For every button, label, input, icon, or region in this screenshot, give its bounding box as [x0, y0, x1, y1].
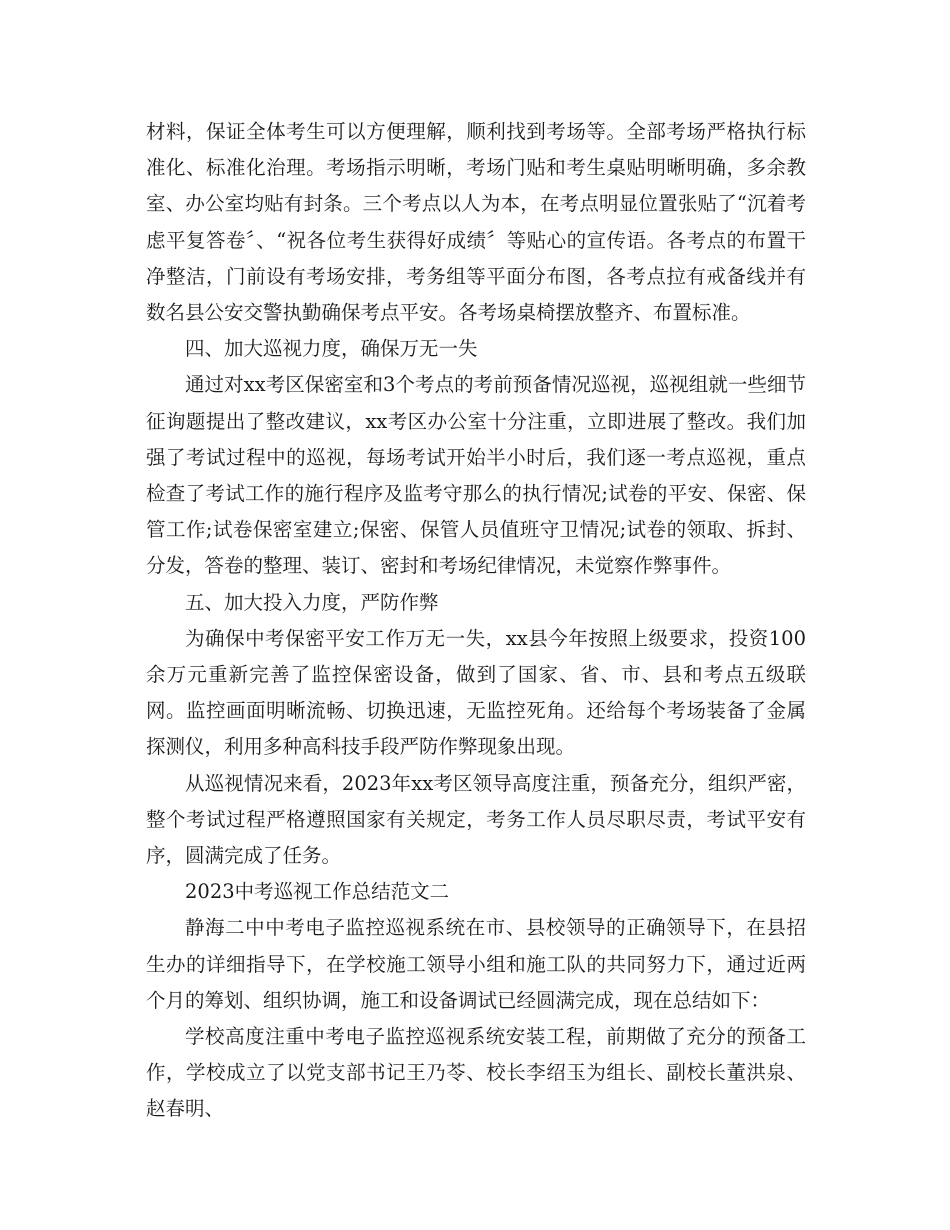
section-heading-5: 五、加大投入力度，严防作弊	[185, 590, 439, 614]
paragraph: 为确保中考保密平安工作万无一失，xx县今年按照上级要求，投资100余万元重新完善了监控保密设备，做到了国家、省、市、县和考点五级联网。监控画面明晰流畅、切换迅速，无监控死角。还给每个考场装备了金属探测仪，利用多种高科技手段严防作弊现象出现。	[146, 626, 806, 759]
paragraph: 从巡视情况来看，2023年xx考区领导高度注重，预备充分，组织严密，整个考试过程严格遵照国家有关规定，考务工作人员尽职尽责，考试平安有序，圆满完成了任务。	[146, 771, 806, 868]
document-body	[146, 114, 806, 1128]
paragraph-continued: 材料，保证全体考生可以方便理解，顺利找到考场等。全部考场严格执行标准化、标准化治理。考场指示明晰，考场门贴和考生桌贴明晰明确，多余教室、办公室均贴有封条。三个考点以人为本，在考点明显位置张贴了“沉着考虑平复答卷〞、“祝各位考生获得好成绩〞等贴心的宣传语。各考点的布置干净整洁，门前设有考场安排，考务组等平面分布图，各考点拉有戒备线并有数名县公安交警执勤确保考点平安。各考场桌椅摆放整齐、布置标准。	[146, 120, 806, 325]
paragraph: 学校高度注重中考电子监控巡视系统安装工程，前期做了充分的预备工作，学校成立了以党支部书记王乃苓、校长李绍玉为组长、副校长董洪泉、赵春明、	[146, 1025, 806, 1121]
paragraph: 静海二中中考电子监控巡视系统在市、县校领导的正确领导下，在县招生办的详细指导下，在学校施工领导小组和施工队的共同努力下，通过近两个月的筹划、组织协调，施工和设备调试已经圆满完成，现在总结如下：	[146, 916, 806, 1012]
paragraph: 通过对xx考区保密室和3个考点的考前预备情况巡视，巡视组就一些细节征询题提出了整改建议，xx考区办公室十分注重，立即进展了整改。我们加强了考试过程中的巡视，每场考试开始半小时后，我们逐一考点巡视，重点检查了考试工作的施行程序及监考守那么的执行情况;试卷的平安、保密、保管工作;试卷保密室建立;保密、保管人员值班守卫情况;试卷的领取、拆封、分发，答卷的整理、装订、密封和考场纪律情况，未觉察作弊事件。	[146, 373, 806, 578]
section-heading-4: 四、加大巡视力度，确保万无一失	[185, 337, 478, 361]
article-title-2: 2023中考巡视工作总结范文二	[185, 880, 450, 904]
